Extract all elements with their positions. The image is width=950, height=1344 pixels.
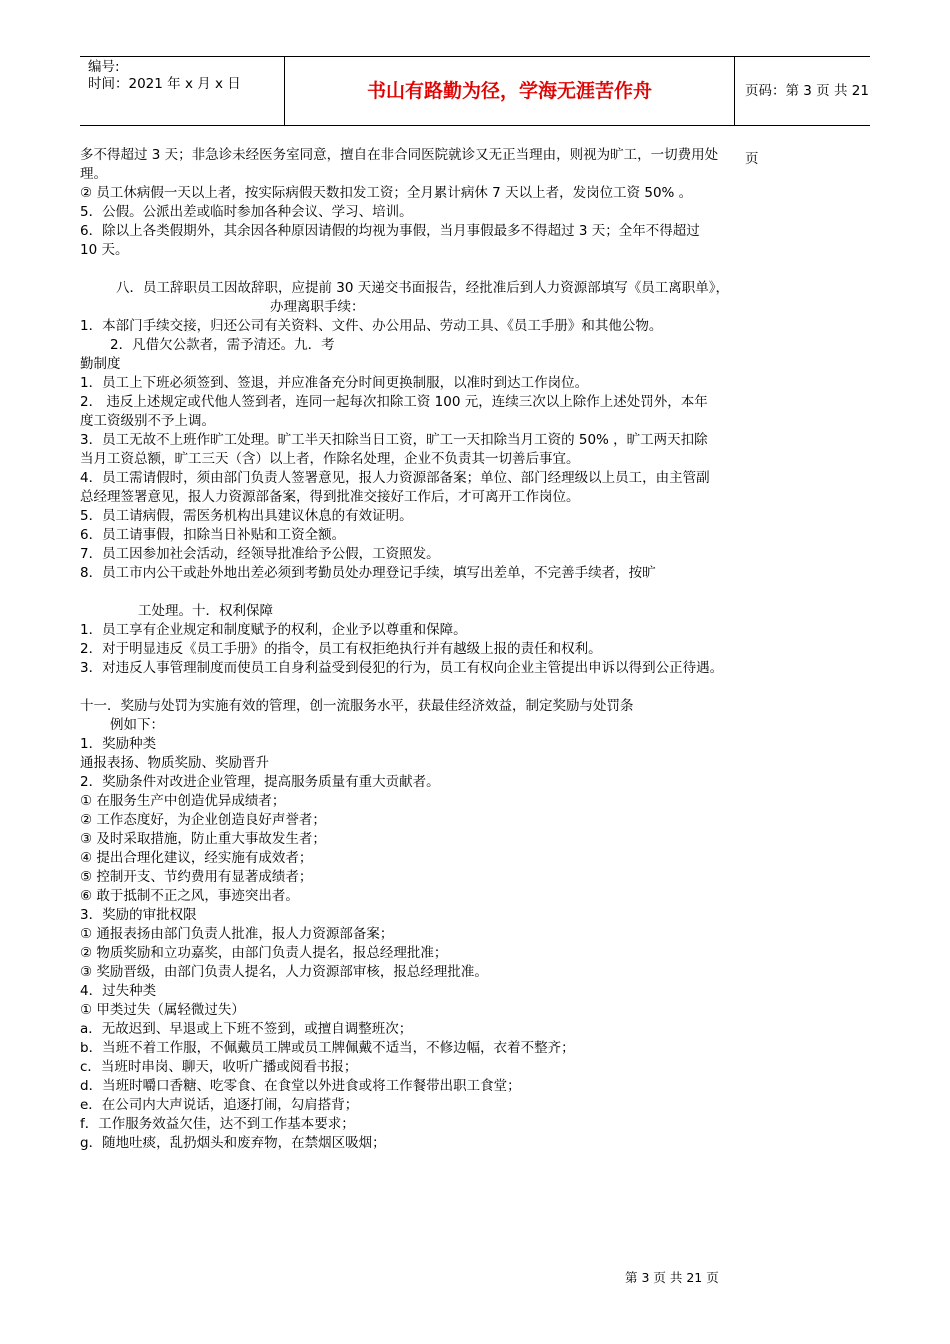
body-line: 3．奖励的审批权限 xyxy=(80,907,197,923)
page-footer: 第 3 页 共 21 页 xyxy=(625,1270,719,1285)
section-heading: 八．员工辞职员工因故辞职，应提前 30 天递交书面报告，经批准后到人力资源部填写《员工离职单》， xyxy=(116,280,730,296)
body-line: 通报表扬、物质奖励、奖励晋升 xyxy=(80,755,269,771)
body-line: 4．过失种类 xyxy=(80,983,157,999)
document-body xyxy=(80,146,880,1153)
header-motto: 书山有路勤为径，学海无涯苦作舟 xyxy=(285,57,735,125)
section-heading: 工处理。十．权利保障 xyxy=(138,603,273,619)
body-line: 1．员工上下班必须签到、签退，并应准备充分时间更换制服，以准时到达工作岗位。 xyxy=(80,375,589,391)
document-time-label: 时间：2021 年 x 月 x 日 xyxy=(88,76,241,92)
body-line: 1．员工享有企业规定和制度赋予的权利，企业予以尊重和保障。 xyxy=(80,622,467,638)
body-line: 4．员工需请假时，须由部门负责人签署意见，报人力资源部备案；单位、部门经理级以上员工，由主管副 xyxy=(80,470,710,486)
body-line: 1．本部门手续交接，归还公司有关资料、文件、办公用品、劳动工具、《员工手册》和其他公物。 xyxy=(80,318,663,334)
body-line: 2．对于明显违反《员工手册》的指令，员工有权拒绝执行并有越级上报的责任和权利。 xyxy=(80,641,602,657)
body-line: 度工资级别不予上调。 xyxy=(80,413,215,429)
body-line: 8．员工市内公干或赴外地出差必须到考勤员处办理登记手续，填写出差单，不完善手续者，按旷 xyxy=(80,565,656,581)
body-line: a．无故迟到、早退或上下班不签到，或擅自调整班次； xyxy=(80,1021,413,1037)
header-page-number: 页码：第 3 页 共 21 页 xyxy=(745,83,869,167)
body-line: 3．员工无故不上班作旷工处理。旷工半天扣除当日工资，旷工一天扣除当月工资的 50% ，旷工两天扣除 xyxy=(80,432,708,448)
body-line: ③ 及时采取措施，防止重大事故发生者； xyxy=(80,831,326,847)
body-line: ⑥ 敢于抵制不正之风，事迹突出者。 xyxy=(80,888,299,904)
header-meta-cell xyxy=(80,57,285,125)
body-line: 2． 违反上述规定或代他人签到者，连同一起每次扣除工资 100 元，连续三次以上除作上述处罚外，本年 xyxy=(80,394,708,410)
body-line: 理。 xyxy=(80,166,107,182)
paragraph-gap xyxy=(80,260,880,279)
body-line: 2．奖励条件对改进企业管理，提高服务质量有重大贡献者。 xyxy=(80,774,440,790)
body-line: 3．对违反人事管理制度而使员工自身利益受到侵犯的行为，员工有权向企业主管提出申诉以得到公正待遇。 xyxy=(80,660,724,676)
body-line: b．当班不着工作服，不佩戴员工牌或员工牌佩戴不适当，不修边幅，衣着不整齐； xyxy=(80,1040,575,1056)
body-line: f．工作服务效益欠佳，达不到工作基本要求； xyxy=(80,1116,355,1132)
body-line: 2．凡借欠公款者，需予清还。九．考 xyxy=(110,337,335,353)
body-line: d．当班时嚼口香糖、吃零食、在食堂以外进食或将工作餐带出职工食堂； xyxy=(80,1078,521,1094)
body-line: ④ 提出合理化建议，经实施有成效者； xyxy=(80,850,313,866)
paragraph-gap xyxy=(80,583,880,602)
body-line: ② 工作态度好，为企业创造良好声誉者； xyxy=(80,812,326,828)
body-line: 10 天。 xyxy=(80,242,129,258)
body-line: e．在公司内大声说话，追逐打闹，勾肩搭背； xyxy=(80,1097,359,1113)
body-line: 6．员工请事假，扣除当日补贴和工资全额。 xyxy=(80,527,346,543)
body-line: ⑤ 控制开支、节约费用有显著成绩者； xyxy=(80,869,313,885)
body-line: 5．员工请病假，需医务机构出具建议休息的有效证明。 xyxy=(80,508,413,524)
body-line: ② 物质奖励和立功嘉奖，由部门负责人提名，报总经理批准； xyxy=(80,945,448,961)
paragraph-gap xyxy=(80,678,880,697)
body-line: 5．公假。公派出差或临时参加各种会议、学习、培训。 xyxy=(80,204,413,220)
body-line: c．当班时串岗、聊天，收听广播或阅看书报； xyxy=(80,1059,358,1075)
body-line: 多不得超过 3 天；非急诊未经医务室同意，擅自在非合同医院就诊又无正当理由，则视为旷工，一切费用处 xyxy=(80,147,719,163)
section-heading: 勤制度 xyxy=(80,356,121,372)
body-line: 例如下： xyxy=(110,717,164,733)
body-line: ② 员工休病假一天以上者，按实际病假天数扣发工资；全月累计病休 7 天以上者，发岗位工资 50% 。 xyxy=(80,185,693,201)
body-line: ③ 奖励晋级，由部门负责人提名，人力资源部审核，报总经理批准。 xyxy=(80,964,488,980)
body-line: ① 甲类过失（属轻微过失） xyxy=(80,1002,245,1018)
body-line: 7．员工因参加社会活动，经领导批准给予公假，工资照发。 xyxy=(80,546,440,562)
body-line: 6．除以上各类假期外，其余因各种原因请假的均视为事假，当月事假最多不得超过 3 天；全年不得超过 xyxy=(80,223,700,239)
body-line: 1．奖励种类 xyxy=(80,736,157,752)
body-line: 总经理签署意见，报人力资源部备案，得到批准交接好工作后，才可离开工作岗位。 xyxy=(80,489,580,505)
section-heading: 十一．奖励与处罚为实施有效的管理，创一流服务水平，获最佳经济效益，制定奖励与处罚条 xyxy=(80,698,634,714)
body-line: ① 在服务生产中创造优异成绩者； xyxy=(80,793,286,809)
body-line: ① 通报表扬由部门负责人批准，报人力资源部备案； xyxy=(80,926,394,942)
document-number-label: 编号: xyxy=(88,59,120,75)
body-line: 办理离职手续： xyxy=(270,299,365,315)
body-line: 当月工资总额，旷工三天（含）以上者，作除名处理，企业不负责其一切善后事宜。 xyxy=(80,451,580,467)
body-line: g．随地吐痰，乱扔烟头和废弃物，在禁烟区吸烟； xyxy=(80,1135,386,1151)
